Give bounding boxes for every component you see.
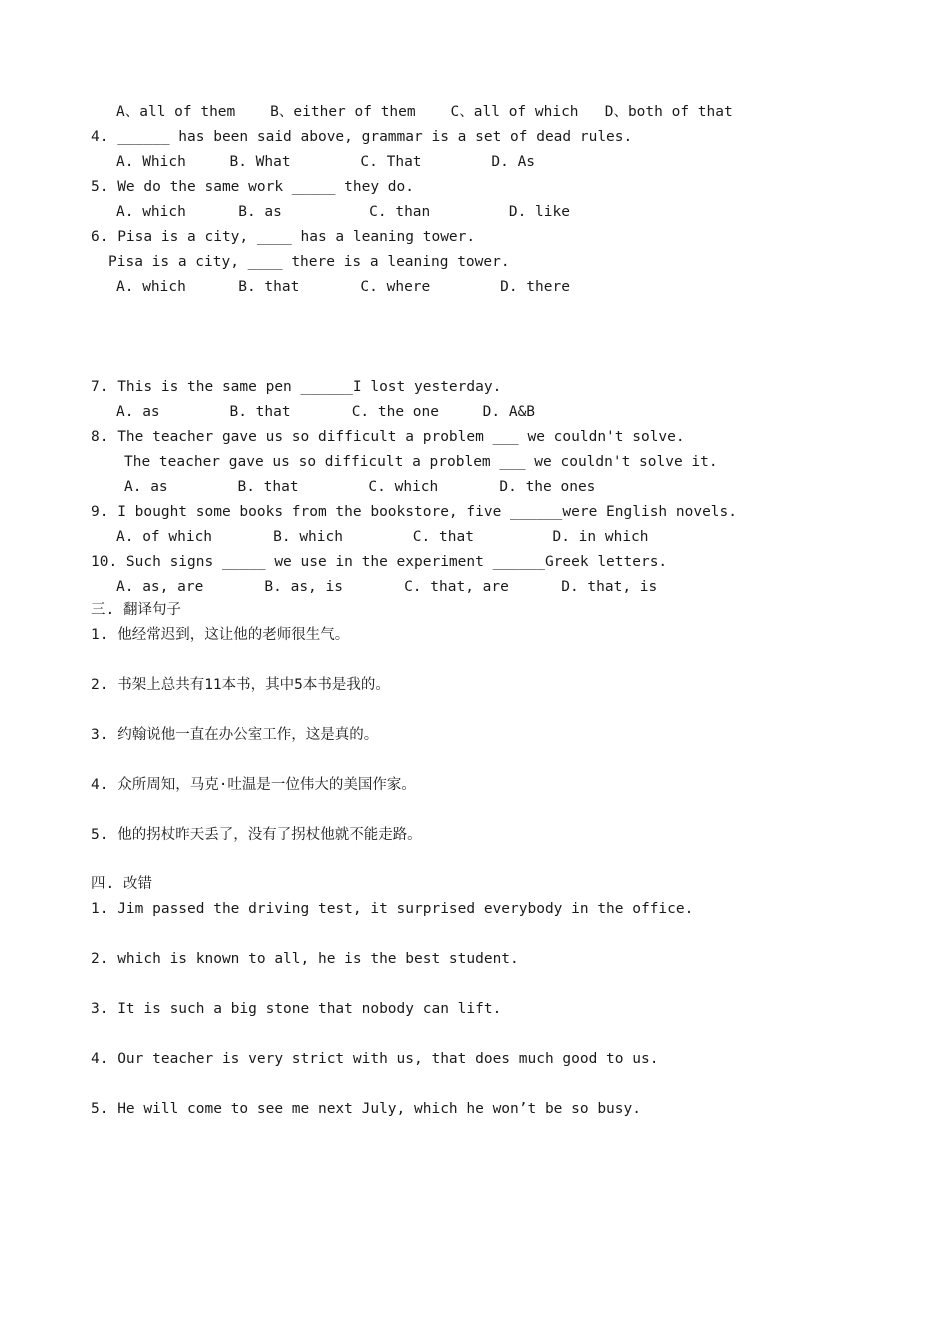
- correct-item-2: 2. which is known to all, he is the best student.: [91, 951, 519, 967]
- q5-question: 5. We do the same work _____ they do.: [91, 179, 415, 195]
- q4-options: A. Which B. What C. That D. As: [116, 154, 536, 170]
- section-translate-heading: 三. 翻译句子: [91, 602, 181, 618]
- q7-question: 7. This is the same pen ______I lost yesterday.: [91, 379, 502, 395]
- q10-options: A. as, are B. as, is C. that, are D. that, is: [116, 579, 658, 595]
- q8-question: 8. The teacher gave us so difficult a problem ___ we couldn't solve.: [91, 429, 685, 445]
- correct-item-3: 3. It is such a big stone that nobody can lift.: [91, 1001, 502, 1017]
- translate-item-5: 5. 他的拐杖昨天丢了，没有了拐杖他就不能走路。: [91, 827, 422, 843]
- q5-options: A. which B. as C. than D. like: [116, 204, 570, 220]
- correct-item-1: 1. Jim passed the driving test, it surprised everybody in the office.: [91, 901, 694, 917]
- q7-options: A. as B. that C. the one D. A&B: [116, 404, 536, 420]
- correct-item-5: 5. He will come to see me next July, which he won’t be so busy.: [91, 1101, 641, 1117]
- q8-options: A. as B. that C. which D. the ones: [124, 479, 596, 495]
- q9-question: 9. I bought some books from the bookstore, five ______were English novels.: [91, 504, 738, 520]
- q10-question: 10. Such signs _____ we use in the experiment ______Greek letters.: [91, 554, 668, 570]
- correct-item-4: 4. Our teacher is very strict with us, that does much good to us.: [91, 1051, 659, 1067]
- q4-question: 4. ______ has been said above, grammar is a set of dead rules.: [91, 129, 633, 145]
- q6-question-second: Pisa is a city, ____ there is a leaning tower.: [108, 254, 510, 270]
- q8-question-second: The teacher gave us so difficult a problem ___ we couldn't solve it.: [124, 454, 718, 470]
- translate-item-1: 1. 他经常迟到，这让他的老师很生气。: [91, 627, 350, 643]
- translate-item-3: 3. 约翰说他一直在办公室工作，这是真的。: [91, 727, 379, 743]
- section-correct-heading: 四. 改错: [91, 876, 152, 892]
- q9-options: A. of which B. which C. that D. in which: [116, 529, 649, 545]
- q3-options: A、all of them B、either of them C、all of which D、both of that: [116, 104, 733, 120]
- translate-item-2: 2. 书架上总共有11本书，其中5本书是我的。: [91, 677, 390, 693]
- translate-item-4: 4. 众所周知，马克·吐温是一位伟大的美国作家。: [91, 777, 416, 793]
- q6-options: A. which B. that C. where D. there: [116, 279, 570, 295]
- q6-question: 6. Pisa is a city, ____ has a leaning tower.: [91, 229, 476, 245]
